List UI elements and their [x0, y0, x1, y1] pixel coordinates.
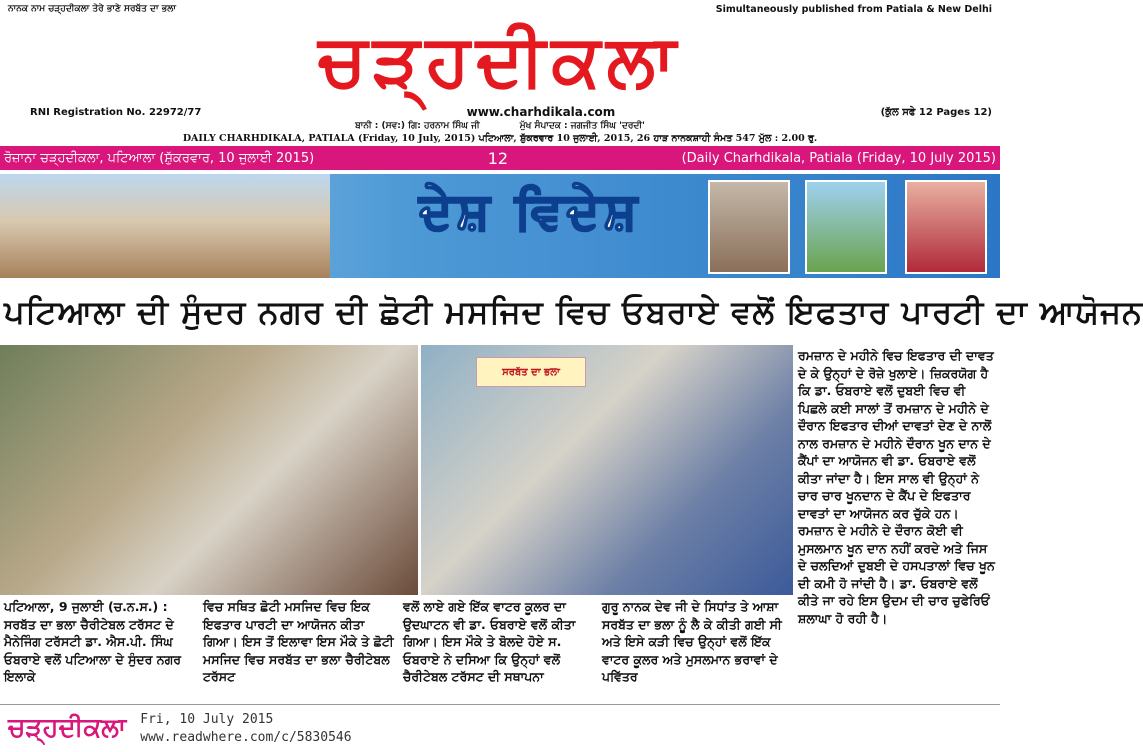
- poster-banner: ਸਰਬੱਤ ਦਾ ਭਲਾ: [476, 357, 586, 387]
- footer: [0, 704, 1000, 752]
- footer-url[interactable]: www.readwhere.com/c/5830546: [140, 729, 352, 745]
- masthead-date-row: [0, 132, 1000, 145]
- article-column: ਵਲੋਂ ਲਾਏ ਗਏ ਇੱਕ ਵਾਟਰ ਕੂਲਰ ਦਾ ਉਦਘਾਟਨ ਵੀ ਡਾ. ਓਬਰਾਏ ਵਲੋਂ ਕੀਤਾ ਗਿਆ। ਇਸ ਮੌਕੇ ਤੇ ਬੋਲਦੇ ਹੋਏ ਸ. ਓਬਰਾਏ ਨੇ ਦਸਿਆ ਕਿ ਉਨ੍ਹਾਂ ਵਲੋਂ ਚੈਰੀਟੇਬਲ ਟਰੱਸਟ ਦੀ ਸਥਾਪਨਾ: [403, 599, 576, 684]
- newspaper-logo: ਚੜ੍ਹਦੀਕਲਾ: [318, 18, 682, 102]
- section-banner: [0, 174, 1000, 278]
- masthead-editors-row: [0, 120, 1000, 132]
- article-photo-iftar: [0, 345, 418, 595]
- footer-date: Fri, 10 July 2015: [140, 711, 274, 727]
- website-link[interactable]: www.charhdikala.com: [466, 105, 616, 119]
- article-photo-water-cooler: [421, 345, 793, 595]
- page-count: (ਕੁੱਲ ਸਫੇ 12 Pages 12): [880, 106, 992, 118]
- founder-line: ਬਾਨੀ : (ਸਵ:) ਗਿ: ਹਰਨਾਮ ਸਿੰਘ ਜੀ: [355, 121, 480, 131]
- article-headline: ਪਟਿਆਲਾ ਦੀ ਸੁੰਦਰ ਨਗਰ ਦੀ ਛੋਟੀ ਮਸਜਿਦ ਵਿਚ ਓਬਰਾਏ ਵਲੋਂ ਇਫਤਾਰ ਪਾਰਟੀ ਦਾ ਆਯੋਜਨ: [4, 293, 1143, 331]
- article-column: ਰਮਜ਼ਾਨ ਦੇ ਮਹੀਨੇ ਵਿਚ ਇਫਤਾਰ ਦੀ ਦਾਵਤ ਦੇ ਕੇ ਉਨ੍ਹਾਂ ਦੇ ਰੋਜ਼ੇ ਖੁਲਾਏ। ਜ਼ਿਕਰਯੋਗ ਹੈ ਕਿ ਡਾ. ਓਬਰਾਏ ਵਲੋਂ ਦੁਬਈ ਵਿਚ ਵੀ ਪਿਛਲੇ ਕਈ ਸਾਲਾਂ ਤੋਂ ਰਮਜ਼ਾਨ ਦੇ ਮਹੀਨੇ ਦੇ ਦੌਰਾਨ ਇਫਤਾਰ ਦੀਆਂ ਦਾਵਤਾਂ ਦੇਣ ਦੇ ਨਾਲੋਂ ਨਾਲ ਰਮਜ਼ਾਨ ਦੇ ਮਹੀਨੇ ਦੌਰਾਨ ਖੂਨ ਦਾਨ ਦੇ ਕੈਂਪਾਂ ਦਾ ਆਯੋਜਨ ਵੀ ਡਾ. ਓਬਰਾਏ ਵਲੋਂ ਕੀਤਾ ਜਾਂਦਾ ਹੈ। ਇਸ ਸਾਲ ਵੀ ਉਨ੍ਹਾਂ ਨੇ ਚਾਰ ਚਾਰ ਖੂਨਦਾਨ ਦੇ ਕੈਂਪ ਦੇ ਇਫਤਾਰ ਦਾਵਤਾਂ ਦਾ ਆਯੋਜਨ ਕਰ ਚੁੱਕੇ ਹਨ। ਰਮਜ਼ਾਨ ਦੇ ਮਹੀਨੇ ਦੇ ਦੌਰਾਨ ਕੋਈ ਵੀ ਮੁਸਲਮਾਨ ਖੂਨ ਦਾਨ ਨਹੀਂ ਕਰਦੇ ਅਤੇ ਜਿਸ ਦੇ ਚਲਦਿਆਂ ਦੁਬਈ ਦੇ ਹਸਪਤਾਲਾਂ ਵਿਚ ਖੂਨ ਦੀ ਕਮੀ ਹੋ ਜਾਂਦੀ ਹੈ। ਡਾ. ਓਬਰਾਏ ਵਲੋਂ ਕੀਤੇ ਜਾ ਰਹੇ ਇਸ ਉਦਮ ਦੀ ਚਾਰ ਚੁਫੇਰਿਓਂ ਸ਼ਲਾਘਾ ਹੋ ਰਹੀ ਹੈ।: [798, 348, 995, 626]
- section-title: ਦੇਸ਼ ਵਿਦੇਸ਼: [419, 182, 641, 240]
- published-note: Simultaneously published from Patiala & New Delhi: [715, 3, 992, 15]
- photo-thumbnail: [805, 180, 887, 274]
- editor-line: ਮੁੱਖ ਸੰਪਾਦਕ : ਜਗਜੀਤ ਸਿੰਘ 'ਦਰਦੀ': [519, 121, 645, 131]
- rni-number: RNI Registration No. 22972/77: [30, 106, 202, 118]
- photo-thumbnail: [905, 180, 987, 274]
- article-column: ਵਿਚ ਸਥਿਤ ਛੋਟੀ ਮਸਜਿਦ ਵਿਚ ਇਕ ਇਫਤਾਰ ਪਾਰਟੀ ਦਾ ਆਯੋਜਨ ਕੀਤਾ ਗਿਆ। ਇਸ ਤੋਂ ਇਲਾਵਾ ਇਸ ਮੌਕੇ ਤੇ ਛੋਟੀ ਮਸਜਿਦ ਵਿਚ ਸਰਬੱਤ ਦਾ ਭਲਾ ਚੈਰੀਟੇਬਲ ਟਰੱਸਟ: [203, 599, 394, 684]
- page-bar: [0, 146, 1000, 170]
- masthead-motto: ਨਾਨਕ ਨਾਮ ਚੜ੍ਹਦੀਕਲਾ ਤੇਰੇ ਭਾਣੇ ਸਰਬੱਤ ਦਾ ਭਲਾ: [8, 4, 176, 14]
- masthead-top-row: [0, 2, 1000, 16]
- page-bar-right: (Daily Charhdikala, Patiala (Friday, 10 July 2015): [681, 150, 996, 166]
- article-column: ਗੁਰੂ ਨਾਨਕ ਦੇਵ ਜੀ ਦੇ ਸਿਧਾਂਤ ਤੇ ਆਸ਼ਾ ਸਰਬੱਤ ਦਾ ਭਲਾ ਨੂੰ ਲੈ ਕੇ ਕੀਤੀ ਗਈ ਸੀ ਅਤੇ ਇਸੇ ਕੜੀ ਵਿਚ ਉਨ੍ਹਾਂ ਵਲੋਂ ਇੱਕ ਵਾਟਰ ਕੂਲਰ ਅਤੇ ਮੁਸਲਮਾਨ ਭਰਾਵਾਂ ਦੇ ਪਵਿੱਤਰ: [602, 599, 782, 684]
- footer-logo: ਚੜ੍ਹਦੀਕਲਾ: [8, 713, 127, 743]
- masthead-registration-row: [0, 104, 1000, 120]
- page-number: 12: [487, 148, 509, 168]
- article-column: ਪਟਿਆਲਾ, 9 ਜੁਲਾਈ (ਚ.ਨ.ਸ.) : ਸਰਬੱਤ ਦਾ ਭਲਾ ਚੈਰੀਟੇਬਲ ਟਰੱਸਟ ਦੇ ਮੈਨੇਜਿੰਗ ਟਰੱਸਟੀ ਡਾ. ਐਸ.ਪੀ. ਸਿੰਘ ਓਬਰਾਏ ਵਲੋਂ ਪਟਿਆਲਾ ਦੇ ਸੁੰਦਰ ਨਗਰ ਇਲਾਕੇ: [4, 599, 182, 684]
- footer-meta: [140, 711, 351, 747]
- dateline: DAILY CHARHDIKALA, PATIALA (Friday, 10 July, 2015) ਪਟਿਆਲਾ, ਸ਼ੁੱਕਰਵਾਰ 10 ਜੁਲਾਈ, 2015, 26 ਹਾੜ ਨਾਨਕਸ਼ਾਹੀ ਸੰਮਤ 547 ਮੁੱਲ : 2.00 ਰੁ.: [182, 133, 818, 144]
- page-bar-left: ਰੋਜ਼ਾਨਾ ਚੜ੍ਹਦੀਕਲਾ, ਪਟਿਆਲਾ (ਸ਼ੁੱਕਰਵਾਰ, 10 ਜੁਲਾਈ 2015): [4, 150, 315, 166]
- monuments-image: [0, 174, 330, 278]
- photo-thumbnail: [708, 180, 790, 274]
